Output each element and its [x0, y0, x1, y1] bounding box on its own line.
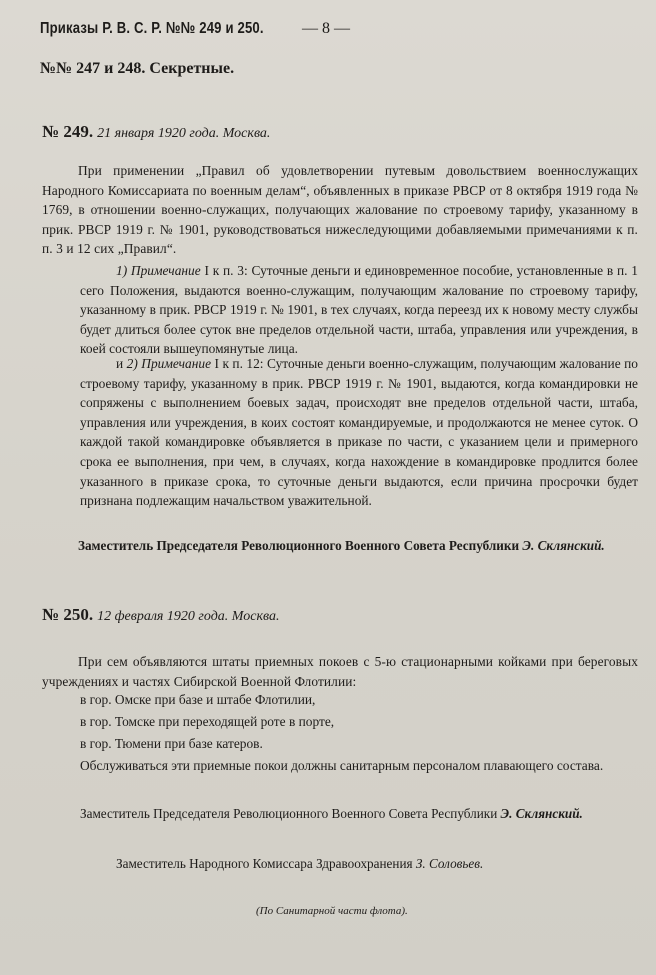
signature-title: Заместитель Народного Комиссара Здравоохранения [116, 856, 413, 871]
order-250-date: 12 февраля 1920 года. Москва. [97, 609, 280, 624]
order-250-number: № 250. [42, 605, 94, 624]
order-250-heading [42, 605, 280, 625]
signature-name: Э. Склянский. [500, 806, 583, 821]
order-250-intro: При сем объявляются штаты приемных покоев с 5-ю стационарными койками при береговых учреждениях и частях Сибирской Военной Флотилии: [42, 654, 638, 689]
list-item: в гор. Томске при переходящей роте в порте, [80, 714, 335, 729]
footer-note: (По Санитарной части флота). [256, 905, 408, 917]
running-header: Приказы Р. В. С. Р. №№ 249 и 250. [40, 20, 264, 37]
note-2-label: 2) Примечание [126, 356, 212, 371]
note-2-text: I к п. 12: Суточные деньги военно-служащим, получающим жалование по строевому тарифу, указанному в прик. РВСР 1919 г. № 1901, выдаются, когда командировки не сопряжены с выполнением боевых задач, происходят вне пределов отдельной части, штаба, управления или учреждения, в коих состоят командируемые, и продолжаются не менее суток. О каждой такой командировке объявляется в приказе по части, с указанием цели и примерного срока ее выполнения, при чем, в случаях, когда нахождение в командировке продлится более указанного в приказе срока, то суточные деньги выдаются, если причина просрочки будет признана подлежащим начальством уважительной. [80, 356, 639, 509]
list-item: в гор. Омске при базе и штабе Флотилии, [80, 692, 316, 707]
signature-name: Э. Склянский. [522, 538, 605, 553]
note-1-text: I к п. 3: Суточные деньги и единовременное пособие, установленные в п. 1 сего Положения, выдаются военно-служащим, получающим жалование по строевому тарифу, указанному в прик. РВСР 1919 г. № 1901, в тех случаях, когда переезд их к новому месту службы будет длиться более суток вне пределов отдельной части, штаба, управления или учреждения, в коей состояли вышеупомянутые лица. [80, 263, 639, 357]
note-1-label: 1) Примечание [116, 263, 201, 278]
service-note: Обслуживаться эти приемные покои должны санитарным персоналом плавающего состава. [80, 758, 604, 773]
order-250-signature-1 [80, 806, 583, 822]
signature-title: Заместитель Председателя Революционного Военного Совета Республики [80, 806, 498, 821]
order-249-heading [42, 122, 270, 142]
order-249-note-1 [80, 261, 638, 359]
order-249-signature [78, 538, 605, 554]
signature-title: Заместитель Председателя Революционного Военного Совета Республики [78, 538, 520, 553]
order-249-number: № 249. [42, 122, 94, 141]
order-249-note-2 [80, 354, 638, 511]
signature-name: З. Соловьев. [415, 856, 484, 871]
secret-orders-heading: №№ 247 и 248. Секретные. [40, 60, 235, 77]
list-item: в гор. Тюмени при базе катеров. [80, 736, 263, 751]
order-250-signature-2 [116, 856, 483, 872]
order-249-date: 21 января 1920 года. Москва. [97, 126, 271, 141]
order-249-intro: При применении „Правил об удовлетворении путевым довольствием военнослужащих Народного Комиссариата по военным делам“, объявленных в приказе РВСР от 8 октября 1919 года № 1769, в отношении военно-служащих, получающих жалование по строевому тарифу, указанному в прик. РВСР 1919 г. № 1901, руководствоваться нижеследующими добавляемыми примечаниями к п. п. 3 и 12 сих „Правил“. [42, 163, 638, 257]
page-number: — 8 — [302, 20, 350, 37]
note-2-prefix: и [116, 356, 127, 371]
